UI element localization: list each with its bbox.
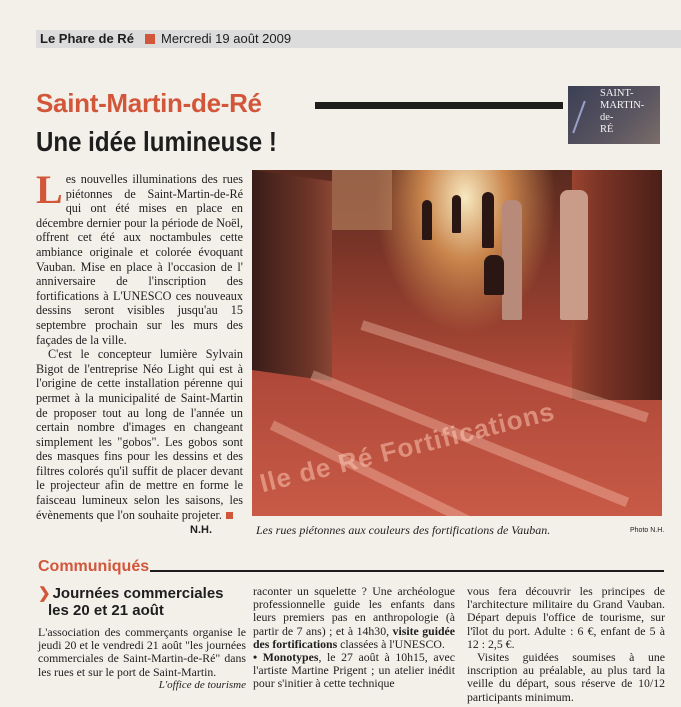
communiques-rule: [150, 570, 664, 572]
col2-text-3: , le 27 août à 10h15, avec l'artiste Martine Prigent ; un atelier inédit pour s'initier à cette technique: [253, 650, 455, 691]
communique-text: [38, 625, 246, 691]
photo-man-walking: [560, 190, 588, 320]
town-thumbnail: [568, 86, 660, 144]
photo-pedestrian: [482, 192, 494, 248]
col2-text-1: raconter un squelette ? Une archéologue professionnelle guide les enfants dans leurs premiers pas en anthropologie (à partir de 7 ans) ; et à 14h30,: [253, 584, 455, 638]
communique-heading: [38, 585, 246, 619]
article-signature: N.H.: [190, 524, 212, 536]
thumbnail-line-1: SAINT-: [600, 88, 634, 99]
communique-column-1: [38, 585, 246, 692]
photo-credit: Photo N.H.: [630, 527, 665, 534]
photo-shopfront: [332, 170, 392, 230]
communiques-title: Communiqués: [38, 558, 150, 575]
paragraph-2-text: C'est le concepteur lumière Sylvain Bigot de l'entreprise Néo Light qui est à l'origine de cette installation pérenne qui permet à la municipalité de Saint-Martin de proposer tout au long de l'année un certain nombre d'images en changeant simplement les "gobos". Les gobos sont des masques fins pour les dessins et des filtres colorés qu'il suffit de placer devant le projecteur afin de mettre en forme le faisceau lumineux selon les saisons, les évènements que l'on souhaite projeter.: [36, 347, 243, 522]
thumbnail-line-4: RÉ: [600, 124, 614, 135]
heading-line-2: les 20 et 21 août: [48, 602, 164, 619]
communique-column-3: [467, 585, 665, 704]
headline: Une idée lumineuse !: [36, 126, 277, 157]
photo-pedestrian: [422, 200, 432, 240]
publication-name: Le Phare de Ré: [40, 31, 134, 46]
col2-bold-1: visite guidée des fortifications: [253, 623, 456, 651]
bracket-arrow-icon: ❯: [38, 585, 51, 602]
photo-stroller: [484, 255, 504, 295]
col2-text-2: classées à l'UNESCO.: [337, 636, 445, 651]
col2-bold-2: • Monotypes: [253, 650, 319, 665]
header-square-icon: [145, 34, 155, 44]
thumbnail-line-icon: [572, 101, 586, 134]
communique-1-body: L'association des commerçants organise le jeudi 20 et le vendredi 21 août "les journées commerciales de Saint-Martin-de-Ré" dans les rues et sur le port de Saint-Martin.: [38, 625, 246, 679]
section-rule: [315, 102, 563, 109]
col3-paragraph-2: Visites guidées soumises à une inscription au préalable, au plus tard la veille du départ, sous réserve de 10/12 participants minimum.: [467, 650, 665, 704]
thumbnail-line-2: MARTIN-: [600, 100, 645, 111]
newspaper-header: [36, 30, 681, 48]
communique-column-2: [253, 585, 455, 691]
heading-line-1: Journées commerciales: [52, 585, 224, 602]
photo-building-left: [252, 170, 332, 381]
street-photo: [252, 170, 662, 516]
communique-1-signature: L'office de tourisme: [158, 678, 246, 691]
publication-date: Mercredi 19 août 2009: [161, 31, 292, 46]
article-paragraph-1: [36, 167, 243, 347]
paragraph-1-text: es nouvelles illuminations des rues piétonnes de Saint-Martin-de-Ré qui ont été mises en place en décembre dernier pour la période de Noël, offrent cet été aux noctambules cette ambiance originale et colorée évoquant Vauban. Mise en place à l'occasion de l' anniversaire de l'inscription des fortifications à L'UNESCO ces nouveaux dessins seront visibles jusqu'au 15 septembre prochain sur les murs des façades de la ville.: [36, 172, 243, 347]
article-body: [36, 167, 243, 522]
article-paragraph-2: [36, 347, 243, 522]
drop-cap: L: [36, 167, 63, 212]
photo-caption: Les rues piétonnes aux couleurs des fortifications de Vauban.: [256, 523, 551, 537]
thumbnail-line-3: de-: [600, 112, 614, 123]
photo-pedestrian: [452, 195, 461, 233]
photo-woman-walking: [502, 200, 522, 320]
end-mark-icon: [226, 512, 233, 519]
projected-gobo-text: Ile de Ré Fortifications: [256, 395, 558, 499]
section-title: Saint-Martin-de-Ré: [36, 88, 262, 118]
col3-paragraph-1: vous fera découvrir les principes de l'architecture militaire du Grand Vauban. Départ depuis l'office de tourisme, sur l'îlot du port. Adulte : 6 €, enfant de 5 à 12 : 2,5 €.: [467, 584, 665, 651]
